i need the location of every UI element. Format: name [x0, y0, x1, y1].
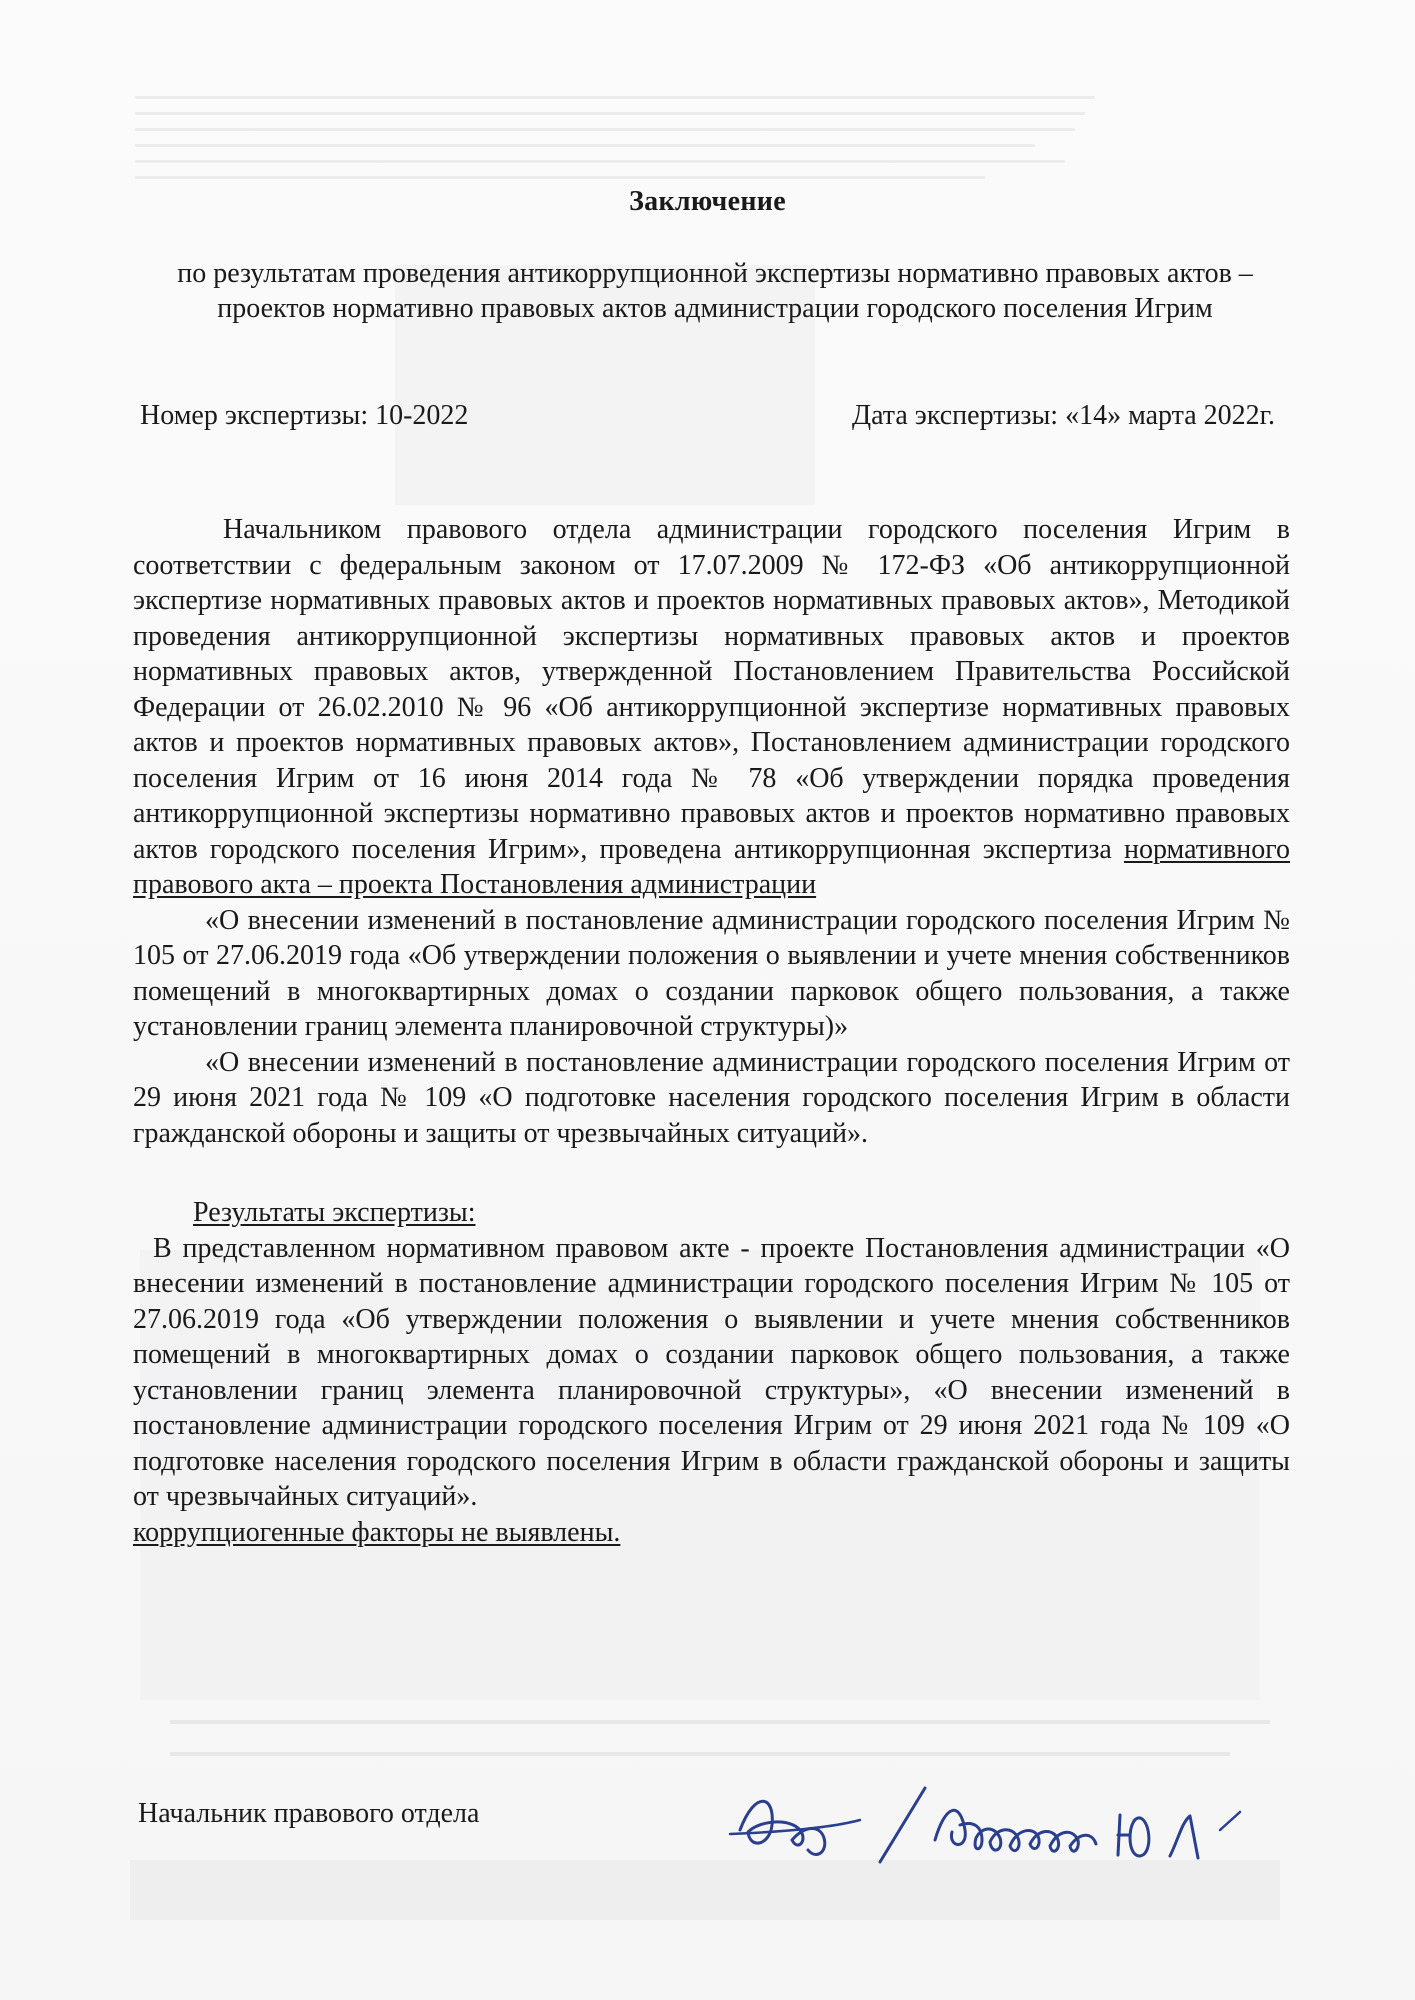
expertise-number: Номер экспертизы: 10-2022: [140, 400, 469, 431]
bleed-through-line: [170, 1752, 1230, 1756]
results-paragraph: В представленном нормативном правовом акте - проекте Постановления администрации «О внесении изменений в постановление администрации городского поселения Игрим № 105 от 27.06.2019 года «Об утверждении положения о выявлении и учете мнения собственников помещений в многоквартирных домах о создании парковок общего пользования, а также установлении границ элемента планировочной структуры», «О внесении изменений в постановление администрации городского поселения Игрим от 29 июня 2021 года № 109 «О подготовке населения городского поселения Игрим в области гражданской обороны и защиты от чрезвычайных ситуаций».: [133, 1232, 1290, 1512]
conclusion-text: коррупциогенные факторы не выявлены.: [133, 1516, 621, 1548]
act-1-paragraph: «О внесении изменений в постановление администрации городского поселения Игрим № 105 от 27.06.2019 года «Об утверждении положения о выявлении и учете мнения собственников помещений в многоквартирных домах о создании парковок общего пользования, а также установлении границ элемента планировочной структуры)»: [133, 904, 1290, 1042]
intro-paragraph: [133, 512, 1290, 903]
signer-title: Начальник правового отдела: [138, 1798, 480, 1829]
bleed-through-line: [135, 160, 1065, 163]
handwritten-signature: [720, 1770, 1280, 1880]
bleed-through-line: [135, 176, 985, 179]
bleed-through-line: [135, 128, 1075, 131]
intro-text: Начальником правового отдела администрации городского поселения Игрим в соответствии с федеральным законом от 17.07.2009 № 172-ФЗ «Об антикоррупционной экспертизе нормативных правовых актов и проектов нормативных правовых актов», Методикой проведения антикоррупционной экспертизы нормативных правовых актов и проектов нормативных правовых актов, утвержденной Постановлением Правительства Российской Федерации от 26.02.2010 № 96 «Об антикоррупционной экспертизе нормативных правовых актов и проектов нормативных правовых актов», Постановлением администрации городского поселения Игрим от 16 июня 2014 года № 78 «Об утверждении порядка проведения антикоррупционной экспертизы нормативно правовых актов и проектов нормативно правовых актов городского поселения Игрим», проведена антикоррупционная экспертиза: [133, 514, 1290, 865]
results-heading-text: Результаты экспертизы:: [193, 1197, 476, 1228]
document-body: [133, 512, 1290, 1550]
document-title: Заключение: [629, 186, 786, 217]
bleed-through-line: [170, 1720, 1270, 1724]
conclusion-paragraph: [133, 1515, 1290, 1551]
document-subtitle: по результатам проведения антикоррупционной экспертизы нормативно правовых актов – проектов нормативно правовых актов администрации городского поселения Игрим: [177, 258, 1253, 324]
bleed-through-line: [135, 96, 1095, 99]
expertise-date: Дата экспертизы: «14» марта 2022г.: [852, 400, 1275, 431]
results-heading: [133, 1195, 1290, 1231]
intro-underlined-text: нормативного правового акта – проекта Постановления администрации: [133, 833, 1291, 900]
bleed-through-line: [135, 112, 1085, 115]
act-2-paragraph: «О внесении изменений в постановление администрации городского поселения Игрим от 29 июня 2021 года № 109 «О подготовке населения городского поселения Игрим в области гражданской обороны и защиты от чрезвычайных ситуаций».: [133, 1046, 1290, 1149]
bleed-through-line: [135, 144, 1035, 147]
